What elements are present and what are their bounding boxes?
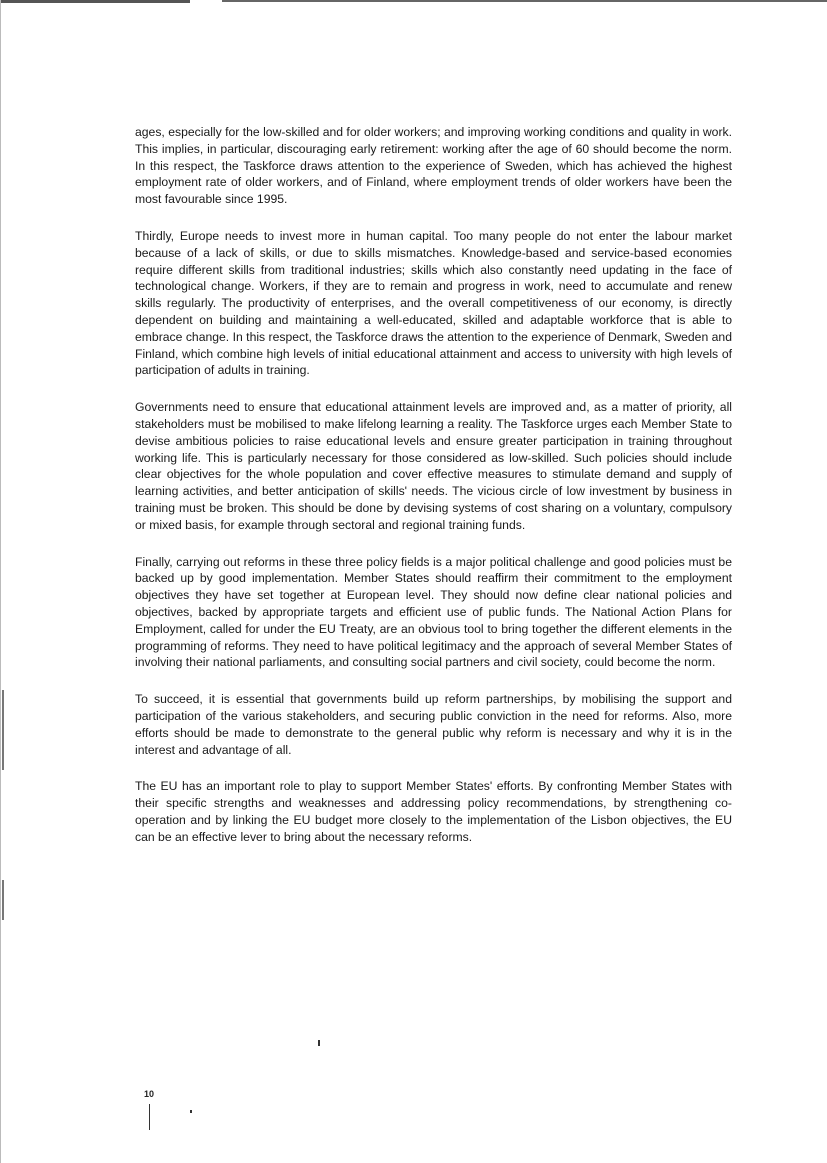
scan-artifact-top-right xyxy=(222,0,827,2)
paragraph: The EU has an important role to play to support Member States' efforts. By confronting Member States with their specific strengths and weaknesses and addressing policy recommendations, by strengthening co-operation and by linking the EU budget more closely to the implementation of the Lisbon objectives, the EU can be an effective lever to bring about the necessary reforms. xyxy=(135,779,732,844)
scan-artifact-dot xyxy=(190,1110,192,1113)
paragraph: ages, especially for the low-skilled and for older workers; and improving working conditions and quality in work. This implies, in particular, discouraging early retirement: working after the age of 60 should become the norm. In this respect, the Taskforce draws attention to the experience of Sweden, which has achieved the highest employment rate of older workers, and of Finland, where employment trends of older workers have been the most favourable since 1995. xyxy=(135,125,732,207)
scan-artifact-margin-bar xyxy=(149,1104,150,1130)
paragraph: Thirdly, Europe needs to invest more in human capital. Too many people do not enter the labour market because of a lack of skills, or due to skills mismatches. Knowledge-based and service-based economies require different skills from traditional industries; skills which also constantly need updating in the face of technological change. Workers, if they are to remain and progress in work, need to accumulate and renew skills regularly. The productivity of enterprises, and the overall competitiveness of our economy, is directly dependent on building and maintaining a well-educated, skilled and adaptable workforce that is able to embrace change. In this respect, the Taskforce draws the attention to the experience of Denmark, Sweden and Finland, which combine high levels of initial educational attainment and access to university with high levels of participation of adults in training. xyxy=(135,228,732,378)
scan-artifact-dot xyxy=(318,1040,320,1046)
scan-artifact-left-edge xyxy=(0,0,1,1163)
paragraph: To succeed, it is essential that governments build up reform partnerships, by mobilising the support and participation of the various stakeholders, and securing public conviction in the need for reforms. Also, more efforts should be made to demonstrate to the general public why reform is necessary and why it is in the interest and advantage of all. xyxy=(135,692,732,757)
page-number: 10 xyxy=(144,1089,155,1099)
body-text xyxy=(135,124,732,865)
paragraph: Governments need to ensure that educational attainment levels are improved and, as a matter of priority, all stakeholders must be mobilised to make lifelong learning a reality. The Taskforce urges each Member State to devise ambitious policies to raise educational levels and ensure greater participation in training throughout working life. This is particularly necessary for those considered as low-skilled. Such policies should include clear objectives for the whole population and cover effective measures to stimulate demand and supply of learning activities, and better anticipation of skills' needs. The vicious circle of low investment by business in training must be broken. This should be done by devising systems of cost sharing on a voluntary, compulsory or mixed basis, for example through sectoral and regional training funds. xyxy=(135,400,732,532)
scan-artifact-left-mark xyxy=(2,880,4,920)
scan-artifact-left-mark xyxy=(2,690,4,770)
paragraph: Finally, carrying out reforms in these three policy fields is a major political challenge and good policies must be backed up by good implementation. Member States should reaffirm their commitment to the employment objectives they have set together at European level. They should now define clear national policies and objectives, backed by appropriate targets and efficient use of public funds. The National Action Plans for Employment, called for under the EU Treaty, are an obvious tool to bring together the different elements in the programming of reforms. They need to have political legitimacy and the approach of several Member States of involving their national parliaments, and consulting social partners and civil society, could become the norm. xyxy=(135,554,732,670)
scan-artifact-top-left xyxy=(0,0,190,3)
